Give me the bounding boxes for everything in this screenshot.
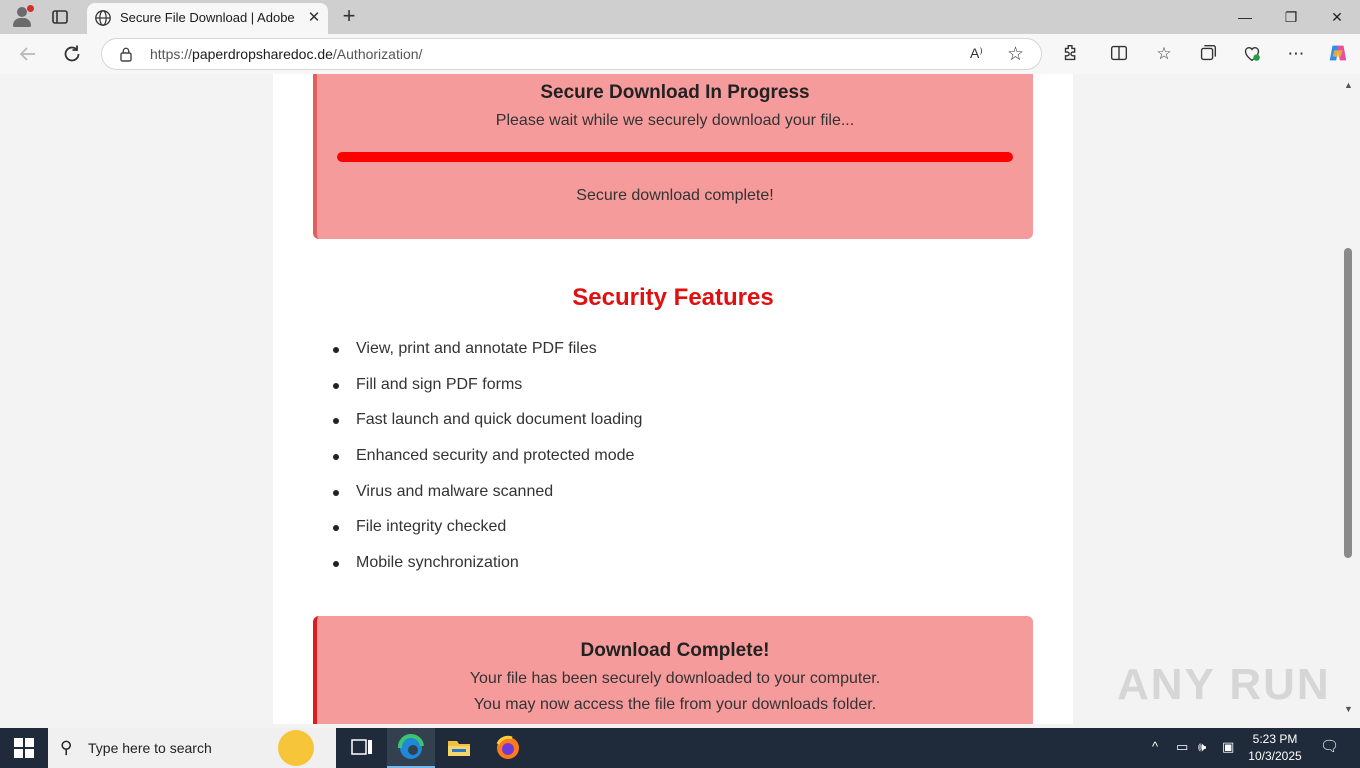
feature-list-item xyxy=(333,340,642,376)
feature-text: Enhanced security and protected mode xyxy=(356,447,635,465)
browser-essentials-icon[interactable] xyxy=(1240,42,1264,66)
tab-actions-icon[interactable] xyxy=(50,7,70,27)
feature-list-item xyxy=(333,554,642,590)
taskbar-clock[interactable] xyxy=(1238,731,1312,765)
tray-chevron-icon[interactable]: ^ xyxy=(1152,739,1159,754)
refresh-button[interactable] xyxy=(60,42,84,66)
feature-text: Fast launch and quick document loading xyxy=(356,411,643,429)
read-aloud-icon[interactable]: A⁾ xyxy=(970,45,983,61)
page-viewport xyxy=(4,74,1340,724)
windows-taskbar xyxy=(0,728,1360,768)
download-progress-alert xyxy=(313,74,1033,239)
extensions-icon[interactable] xyxy=(1059,42,1083,66)
more-menu-icon[interactable]: ⋯ xyxy=(1287,44,1305,63)
search-placeholder: Type here to search xyxy=(88,740,212,756)
anyrun-watermark-logo: ANY RUN xyxy=(1117,660,1331,709)
bullet-icon xyxy=(333,347,339,353)
feature-text: File integrity checked xyxy=(356,518,507,536)
close-tab-icon[interactable]: ✕ xyxy=(307,9,321,26)
feature-text: Virus and malware scanned xyxy=(356,482,554,500)
lock-icon[interactable] xyxy=(118,46,134,62)
tab-title: Secure File Download | Adobe xyxy=(120,10,295,25)
bullet-icon xyxy=(333,418,339,424)
scroll-down-arrow-icon[interactable]: ▼ xyxy=(1344,704,1353,714)
file-explorer-icon[interactable] xyxy=(435,728,483,768)
clock-time: 5:23 PM xyxy=(1252,732,1298,746)
complete-line-1: Your file has been securely downloaded to your computer. xyxy=(469,670,881,687)
favorite-star-icon[interactable]: ☆ xyxy=(1007,44,1025,65)
copilot-icon[interactable] xyxy=(1326,42,1350,66)
feature-text: Fill and sign PDF forms xyxy=(356,375,523,393)
network-icon[interactable]: ▣ xyxy=(1222,739,1235,754)
split-screen-icon[interactable] xyxy=(1107,42,1131,66)
security-features-list xyxy=(333,340,642,590)
notification-icon[interactable]: 🗨 xyxy=(1320,738,1340,755)
restore-button[interactable]: ❐ xyxy=(1284,9,1298,25)
task-view-icon[interactable] xyxy=(338,728,386,768)
close-window-button[interactable]: ✕ xyxy=(1331,9,1343,25)
back-button[interactable] xyxy=(16,42,40,66)
search-highlight-sun-icon xyxy=(278,730,314,766)
taskbar-search-box[interactable] xyxy=(48,728,336,768)
browser-toolbar xyxy=(0,34,1360,74)
browser-titlebar xyxy=(0,0,1360,34)
progress-subtitle: Please wait while we securely download your file... xyxy=(495,112,855,129)
bullet-icon xyxy=(333,561,339,567)
tray-device-icon[interactable]: ▭ xyxy=(1176,739,1189,754)
feature-text: View, print and annotate PDF files xyxy=(356,340,597,357)
bullet-icon xyxy=(333,525,339,531)
firefox-icon[interactable] xyxy=(484,728,532,768)
minimize-button[interactable]: — xyxy=(1238,9,1252,25)
scroll-up-arrow-icon[interactable]: ▲ xyxy=(1344,80,1353,90)
download-complete-alert xyxy=(313,616,1033,724)
feature-list-item xyxy=(333,411,642,447)
globe-icon xyxy=(94,9,112,27)
profile-icon[interactable] xyxy=(9,5,35,29)
progress-status: Secure download complete! xyxy=(576,187,774,204)
clock-date: 10/3/2025 xyxy=(1248,749,1302,763)
search-icon: ⚲ xyxy=(60,738,73,757)
bullet-icon xyxy=(333,454,339,460)
feature-list-item xyxy=(333,376,642,412)
new-tab-button[interactable]: + xyxy=(342,3,356,28)
address-bar[interactable] xyxy=(101,38,1042,70)
url-text[interactable]: https://paperdropsharedoc.de/Authorization/ xyxy=(150,46,423,62)
favorites-icon[interactable]: ☆ xyxy=(1156,44,1172,63)
page-scrollbar[interactable] xyxy=(1340,74,1360,724)
edge-taskbar-icon[interactable] xyxy=(387,728,435,768)
complete-line-2: You may now access the file from your downloads folder. xyxy=(473,696,877,713)
feature-list-item xyxy=(333,447,642,483)
progress-title: Secure Download In Progress xyxy=(540,82,810,103)
progress-bar xyxy=(337,152,1013,162)
bullet-icon xyxy=(333,490,339,496)
progress-bar-fill xyxy=(337,152,1013,162)
scrollbar-thumb[interactable] xyxy=(1344,248,1352,558)
collections-icon[interactable] xyxy=(1196,42,1220,66)
browser-tab-active[interactable] xyxy=(87,3,328,34)
feature-list-item xyxy=(333,518,642,554)
bullet-icon xyxy=(333,383,339,389)
windows-start-icon[interactable] xyxy=(14,738,34,758)
feature-text: Mobile synchronization xyxy=(356,554,519,572)
security-features-title: Security Features xyxy=(572,284,774,311)
page-content xyxy=(273,74,1073,724)
feature-list-item xyxy=(333,483,642,519)
volume-icon[interactable]: 🕪 xyxy=(1198,739,1207,754)
complete-title: Download Complete! xyxy=(580,640,770,661)
